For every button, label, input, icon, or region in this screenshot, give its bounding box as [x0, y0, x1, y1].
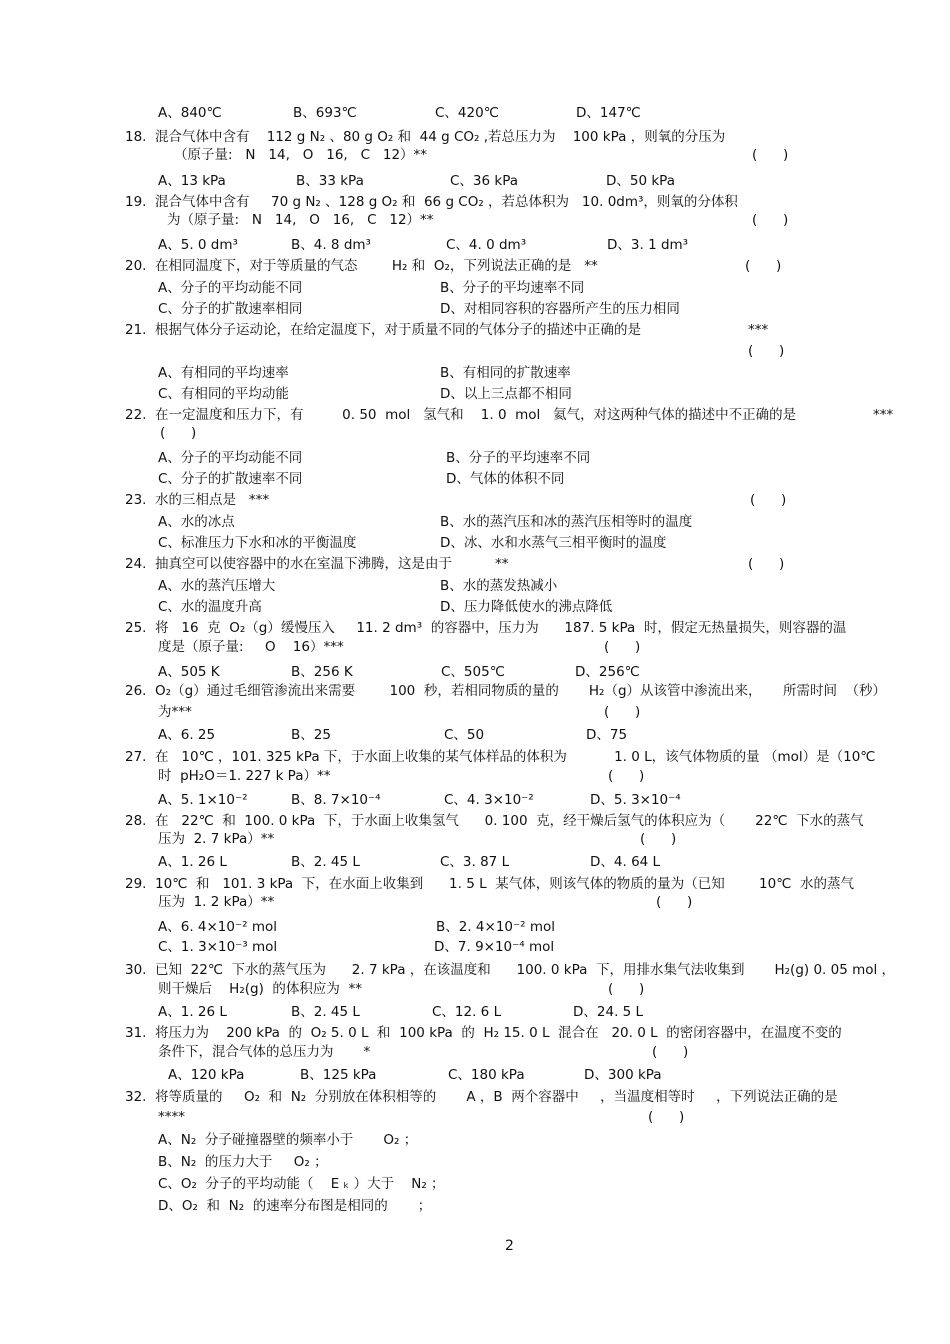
q18-option-a: A、13 kPa	[158, 173, 226, 189]
q28-option-a: A、1. 26 L	[158, 854, 227, 870]
q20-option-a: A、分子的平均动能不同	[158, 280, 303, 296]
q24-option-c: C、水的温度升高	[158, 599, 262, 615]
q17-option-b: B、693℃	[293, 105, 357, 121]
q28-option-d: D、4. 64 L	[590, 854, 661, 870]
q29-stem-cont: 压为 1. 2 kPa）**	[158, 894, 275, 910]
q19-stem: 19. 混合气体中含有 70 g N₂ 、128 g O₂ 和 66 g CO₂ ，若总体积为 10. 0dm³，则氧的分体积	[125, 194, 738, 210]
q22-option-b: B、分子的平均速率不同	[446, 450, 591, 466]
q30-stem: 30. 已知 22℃ 下水的蒸气压为 2. 7 kPa ，在该温度和 100. 0 kPa 下，用排水集气法收集到 H₂(g) 0. 05 mol ，	[125, 962, 896, 978]
q20-option-c: C、分子的扩散速率相同	[158, 301, 303, 317]
q25-option-b: B、256 K	[291, 664, 353, 680]
q18-option-b: B、33 kPa	[296, 173, 364, 189]
q26-answer-blank: ( )	[604, 704, 641, 720]
q19-answer-blank: ( )	[752, 212, 789, 228]
q31-option-d: D、300 kPa	[584, 1067, 662, 1083]
q18-option-d: D、50 kPa	[606, 173, 675, 189]
q27-stem: 27. 在 10℃ ，101. 325 kPa 下，于水面上收集的某气体样品的体积为 1. 0 L，该气体物质的量 （mol）是（10℃	[125, 749, 876, 765]
q30-option-b: B、2. 45 L	[291, 1004, 360, 1020]
q29-option-b: B、2. 4×10⁻² mol	[436, 919, 556, 935]
q32-option-a: A、N₂ 分子碰撞器壁的频率小于 O₂ ；	[158, 1132, 418, 1148]
q24-answer-blank: ( )	[748, 556, 785, 572]
q17-option-c: C、420℃	[435, 105, 499, 121]
q28-answer-blank: ( )	[640, 831, 677, 847]
q18-option-c: C、36 kPa	[450, 173, 519, 189]
q24-stem: 24. 抽真空可以使容器中的水在室温下沸腾，这是由于 **	[125, 556, 509, 572]
q19-option-b: B、4. 8 dm³	[291, 237, 371, 253]
q26-option-c: C、50	[444, 727, 485, 743]
q32-stem: 32. 将等质量的 O₂ 和 N₂ 分别放在体积相等的 A ，B 两个容器中 ，当温度相等时 ，下列说法正确的是	[125, 1089, 838, 1105]
q22-option-a: A、分子的平均动能不同	[158, 450, 303, 466]
q18-stem-cont: （原子量: N 14, O 16, C 12）**	[174, 147, 428, 163]
q20-answer-blank: ( )	[745, 258, 782, 274]
q29-option-c: C、1. 3×10⁻³ mol	[158, 939, 278, 955]
q25-option-a: A、505 K	[158, 664, 220, 680]
q28-option-c: C、3. 87 L	[440, 854, 510, 870]
q23-option-b: B、水的蒸汽压和冰的蒸汽压相等时的温度	[440, 514, 693, 530]
q27-option-c: C、4. 3×10⁻²	[444, 792, 534, 808]
q23-option-a: A、水的冰点	[158, 514, 235, 530]
q22-stem: 22. 在一定温度和压力下，有 0. 50 mol 氢气和 1. 0 mol 氦气，对这两种气体的描述中不正确的是	[125, 407, 797, 423]
q25-stem-cont: 度是（原子量: O 16）***	[158, 639, 344, 655]
q19-stem-cont: 为（原子量: N 14, O 16, C 12）**	[167, 212, 434, 228]
q25-stem: 25. 将 16 克 O₂（g）缓慢压入 11. 2 dm³ 的容器中，压力为 187. 5 kPa 时，假定无热量损失，则容器的温	[125, 620, 847, 636]
q21-option-c: C、有相同的平均动能	[158, 386, 289, 402]
q29-stem: 29. 10℃ 和 101. 3 kPa 下，在水面上收集到 1. 5 L 某气体，则该气体的物质的量为（已知 10℃ 水的蒸气	[125, 876, 854, 892]
q27-option-a: A、5. 1×10⁻²	[158, 792, 248, 808]
q25-answer-blank: ( )	[604, 639, 641, 655]
q31-stem-cont: 条件下，混合气体的总压力为 *	[158, 1044, 371, 1060]
q30-answer-blank: ( )	[608, 981, 645, 997]
q26-option-b: B、25	[291, 727, 331, 743]
q28-stem-cont: 压为 2. 7 kPa）**	[158, 831, 275, 847]
q31-option-a: A、120 kPa	[168, 1067, 245, 1083]
q30-stem-cont: 则干燥后 H₂(g) 的体积应为 **	[158, 981, 362, 997]
q26-option-d: D、75	[586, 727, 628, 743]
q28-option-b: B、2. 45 L	[291, 854, 360, 870]
q21-answer-blank: ( )	[748, 343, 785, 359]
q31-answer-blank: ( )	[652, 1044, 689, 1060]
q31-stem: 31. 将压力为 200 kPa 的 O₂ 5. 0 L 和 100 kPa 的 H₂ 15. 0 L 混合在 20. 0 L 的密闭容器中，在温度不变的	[125, 1025, 842, 1041]
q20-option-d: D、对相同容积的容器所产生的压力相同	[440, 301, 680, 317]
q32-option-d: D、O₂ 和 N₂ 的速率分布图是相同的 ；	[158, 1198, 432, 1214]
q30-option-c: C、12. 6 L	[432, 1004, 502, 1020]
q21-option-b: B、有相同的扩散速率	[440, 365, 571, 381]
q22-option-d: D、气体的体积不同	[446, 471, 565, 487]
q18-answer-blank: ( )	[752, 147, 789, 163]
q31-option-c: C、180 kPa	[448, 1067, 525, 1083]
q27-option-d: D、5. 3×10⁻⁴	[590, 792, 681, 808]
q25-option-c: C、505℃	[441, 664, 505, 680]
q24-option-d: D、压力降低使水的沸点降低	[440, 599, 613, 615]
q18-stem: 18. 混合气体中含有 112 g N₂ 、80 g O₂ 和 44 g CO₂ ,若总压力为 100 kPa ，则氧的分压为	[125, 129, 726, 145]
q29-option-d: D、7. 9×10⁻⁴ mol	[434, 939, 555, 955]
q23-option-d: D、冰、水和水蒸气三相平衡时的温度	[440, 535, 667, 551]
q30-option-d: D、24. 5 L	[573, 1004, 644, 1020]
q21-option-d: D、以上三点都不相同	[440, 386, 572, 402]
q21-difficulty: ***	[748, 322, 769, 338]
q17-option-d: D、147℃	[576, 105, 641, 121]
q32-option-b: B、N₂ 的压力大于 O₂ ；	[158, 1154, 328, 1170]
q32-difficulty: ****	[158, 1109, 185, 1125]
q21-option-a: A、有相同的平均速率	[158, 365, 289, 381]
q24-option-a: A、水的蒸汽压增大	[158, 578, 276, 594]
q30-option-a: A、1. 26 L	[158, 1004, 227, 1020]
q23-stem: 23. 水的三相点是 ***	[125, 492, 270, 508]
q28-stem: 28. 在 22℃ 和 100. 0 kPa 下，于水面上收集氢气 0. 100 克，经干燥后氢气的体积应为（ 22℃ 下水的蒸气	[125, 813, 864, 829]
q23-answer-blank: ( )	[750, 492, 787, 508]
q27-stem-cont: 时 pH₂O＝1. 227 k Pa）**	[158, 768, 331, 784]
q24-option-b: B、水的蒸发热减小	[440, 578, 558, 594]
q29-option-a: A、6. 4×10⁻² mol	[158, 919, 277, 935]
q19-option-d: D、3. 1 dm³	[607, 237, 689, 253]
q26-stem-cont: 为***	[158, 704, 192, 720]
q17-option-a: A、840℃	[158, 105, 222, 121]
q20-stem: 20. 在相同温度下，对于等质量的气态 H₂ 和 O₂，下列说法正确的是 **	[125, 258, 598, 274]
q22-difficulty: ***	[873, 407, 894, 423]
q32-option-c: C、O₂ 分子的平均动能（ E ₖ ）大于 N₂ ；	[158, 1176, 445, 1192]
q32-answer-blank: ( )	[648, 1109, 685, 1125]
q27-answer-blank: ( )	[608, 768, 645, 784]
q21-stem: 21. 根据气体分子运动论，在给定温度下，对于质量不同的气体分子的描述中正确的是	[125, 322, 642, 338]
q23-option-c: C、标准压力下水和冰的平衡温度	[158, 535, 357, 551]
q22-answer-blank: ( )	[160, 425, 197, 441]
q31-option-b: B、125 kPa	[300, 1067, 377, 1083]
q29-answer-blank: ( )	[656, 894, 693, 910]
q19-option-c: C、4. 0 dm³	[446, 237, 527, 253]
q27-option-b: B、8. 7×10⁻⁴	[291, 792, 381, 808]
q22-option-c: C、分子的扩散速率不同	[158, 471, 303, 487]
q26-option-a: A、6. 25	[158, 727, 216, 743]
q26-stem: 26. O₂（g）通过毛细管渗流出来需要 100 秒，若相同物质的量的 H₂（g）从该管中渗流出来， 所需时间 （秒）	[125, 683, 887, 699]
q19-option-a: A、5. 0 dm³	[158, 237, 238, 253]
q20-option-b: B、分子的平均速率不同	[440, 280, 585, 296]
page-number: 2	[505, 1238, 514, 1254]
q25-option-d: D、256℃	[575, 664, 640, 680]
